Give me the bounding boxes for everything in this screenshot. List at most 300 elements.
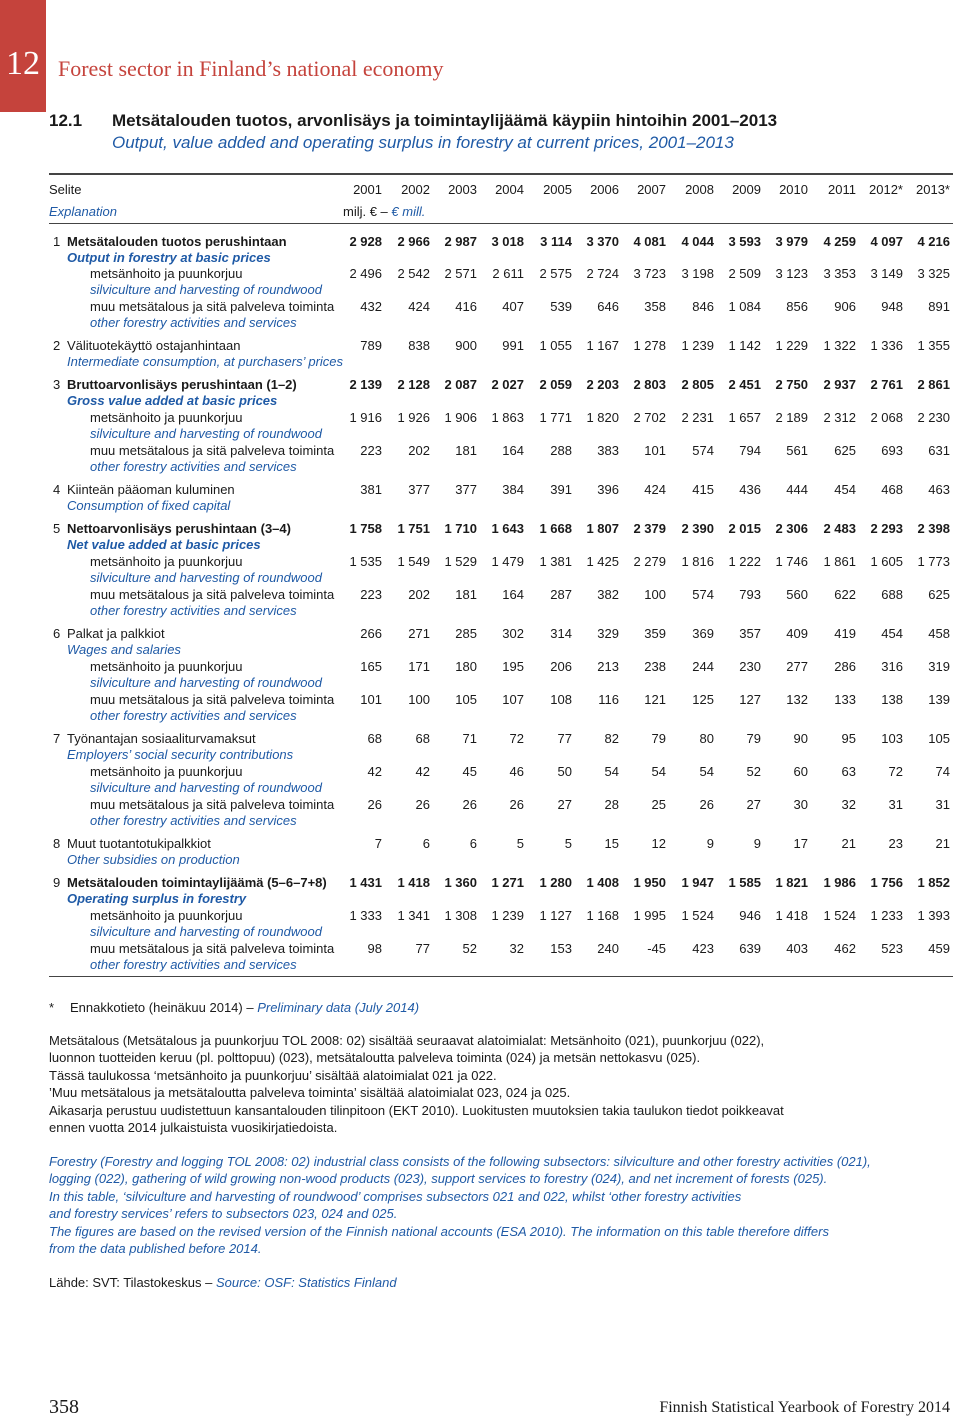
- table-cell: 27: [557, 797, 572, 812]
- table-cell: 3 325: [917, 266, 950, 281]
- table-cell: 1 142: [728, 338, 761, 353]
- table-cell: 2 059: [539, 377, 572, 392]
- table-cell: 17: [793, 836, 808, 851]
- table-cell: 631: [928, 443, 950, 458]
- note-line-en: logging (022), gathering of wild growing non-wood products (023), support services to forestry (024), and net increment of forests (025).: [49, 1171, 828, 1187]
- year-header: 2008: [685, 182, 714, 197]
- table-cell: 223: [360, 443, 382, 458]
- table-cell: 846: [692, 299, 714, 314]
- table-cell: 181: [455, 443, 477, 458]
- table-cell: 28: [604, 797, 619, 812]
- table-cell: 444: [786, 482, 808, 497]
- year-header: 2013*: [916, 182, 950, 197]
- table-cell: 391: [550, 482, 572, 497]
- table-cell: 2 087: [444, 377, 477, 392]
- table-cell: 1 381: [539, 554, 572, 569]
- table-cell: 2 805: [681, 377, 714, 392]
- table-cell: 202: [408, 443, 430, 458]
- table-cell: 101: [360, 692, 382, 707]
- table-cell: 407: [502, 299, 524, 314]
- table-cell: 1 529: [444, 554, 477, 569]
- table-cell: 838: [408, 338, 430, 353]
- table-cell: 121: [644, 692, 666, 707]
- table-cell: 105: [928, 731, 950, 746]
- table-cell: 436: [739, 482, 761, 497]
- table-cell: 1 271: [491, 875, 524, 890]
- table-cell: 382: [597, 587, 619, 602]
- row-label-fi: Palkat ja palkkiot: [67, 626, 165, 641]
- table-cell: 369: [692, 626, 714, 641]
- table-cell: 4 216: [917, 234, 950, 249]
- table-cell: 2 189: [775, 410, 808, 425]
- table-cell: 195: [502, 659, 524, 674]
- table-cell: 2 611: [492, 266, 524, 281]
- table-cell: 625: [834, 443, 856, 458]
- table-cell: 1 425: [586, 554, 619, 569]
- table-cell: 77: [415, 941, 430, 956]
- row-label-fi: Nettoarvonlisäys perushintaan (3–4): [67, 521, 291, 536]
- table-cell: 1 535: [349, 554, 382, 569]
- row-label-fi: Muut tuotantotukipalkkiot: [67, 836, 211, 851]
- table-cell: 424: [408, 299, 430, 314]
- table-cell: 2 379: [633, 521, 666, 536]
- table-cell: 46: [509, 764, 524, 779]
- table-cell: 1 280: [539, 875, 572, 890]
- row-number: 2: [53, 338, 61, 353]
- table-cell: 26: [367, 797, 382, 812]
- year-header: 2001: [353, 182, 382, 197]
- table-cell: 1 229: [775, 338, 808, 353]
- table-cell: 432: [360, 299, 382, 314]
- note-line-fi: luonnon tuotteiden keruu (pl. polttopuu) (023), metsätaloutta palveleva toiminta (024) ja metsän nettokasvu (025).: [49, 1050, 701, 1066]
- table-cell: 1 995: [633, 908, 666, 923]
- table-cell: 54: [699, 764, 714, 779]
- footnote-en: Preliminary data (July 2014): [257, 1000, 420, 1015]
- table-cell: 1 821: [775, 875, 808, 890]
- note-line-fi: ’Muu metsätalous ja metsätaloutta palveleva toiminta’ sisältää alatoimialat 023, 024 ja 025.: [49, 1085, 571, 1101]
- table-cell: 539: [550, 299, 572, 314]
- table-cell: 1 820: [586, 410, 619, 425]
- table-cell: 132: [786, 692, 808, 707]
- table-cell: 74: [935, 764, 950, 779]
- table-cell: 2 398: [917, 521, 950, 536]
- table-cell: 1 239: [681, 338, 714, 353]
- table-cell: 125: [692, 692, 714, 707]
- row-label-fi: muu metsätalous ja sitä palveleva toiminta: [90, 299, 335, 314]
- table-cell: 1 418: [397, 875, 430, 890]
- row-number: 9: [53, 875, 61, 890]
- table-cell: 266: [360, 626, 382, 641]
- table-cell: 1 950: [633, 875, 666, 890]
- header-unit: [343, 203, 425, 221]
- table-cell: 1 055: [539, 338, 572, 353]
- row-label-en: Gross value added at basic prices: [67, 393, 278, 408]
- table-cell: 948: [881, 299, 903, 314]
- source-line: [49, 1274, 397, 1291]
- table-cell: 15: [604, 836, 619, 851]
- table-cell: 12: [651, 836, 666, 851]
- table-cell: 171: [408, 659, 430, 674]
- table-cell: 2 509: [728, 266, 761, 281]
- year-header: 2009: [732, 182, 761, 197]
- table-cell: 138: [881, 692, 903, 707]
- table-cell: 5: [516, 836, 524, 851]
- table-cell: 2 015: [728, 521, 761, 536]
- table-cell: 2 128: [397, 377, 430, 392]
- table-cell: 1 308: [444, 908, 477, 923]
- table-cell: 3 198: [681, 266, 714, 281]
- table-cell: 2 293: [870, 521, 903, 536]
- table-cell: 1 408: [586, 875, 619, 890]
- table-cell: 1 360: [444, 875, 477, 890]
- table-cell: 359: [644, 626, 666, 641]
- table-cell: 31: [888, 797, 903, 812]
- row-label-fi: metsänhoito ja puunkorjuu: [90, 908, 243, 923]
- table-cell: 424: [644, 482, 666, 497]
- table-cell: 793: [739, 587, 761, 602]
- table-cell: 1 746: [775, 554, 808, 569]
- table-cell: 2 231: [681, 410, 714, 425]
- table-cell: 180: [455, 659, 477, 674]
- row-label-en: Other subsidies on production: [67, 852, 240, 867]
- table-cell: 277: [786, 659, 808, 674]
- table-cell: 127: [739, 692, 761, 707]
- page-number: 358: [49, 1396, 79, 1418]
- unit-fi: milj. € –: [343, 204, 388, 219]
- table-cell: 1 167: [586, 338, 619, 353]
- table-cell: 319: [928, 659, 950, 674]
- source-fi: Lähde: SVT: Tilastokeskus –: [49, 1275, 213, 1290]
- table-cell: 639: [739, 941, 761, 956]
- table-cell: 1 393: [917, 908, 950, 923]
- table-cell: 79: [746, 731, 761, 746]
- year-header: 2012*: [869, 182, 903, 197]
- table-cell: 946: [739, 908, 761, 923]
- row-label-en: silviculture and harvesting of roundwood: [90, 282, 322, 297]
- table-cell: 2 571: [444, 266, 477, 281]
- row-label-en: other forestry activities and services: [90, 459, 297, 474]
- table-cell: 21: [935, 836, 950, 851]
- table-cell: 32: [841, 797, 856, 812]
- table-cell: 2 483: [823, 521, 856, 536]
- table-cell: 2 803: [633, 377, 666, 392]
- table-cell: 794: [739, 443, 761, 458]
- table-cell: 54: [604, 764, 619, 779]
- table-cell: 302: [502, 626, 524, 641]
- table-cell: 1 852: [917, 875, 950, 890]
- table-cell: 3 353: [823, 266, 856, 281]
- table-cell: 164: [502, 587, 524, 602]
- row-label-fi: metsänhoito ja puunkorjuu: [90, 764, 243, 779]
- year-header: 2010: [779, 182, 808, 197]
- table-cell: 50: [557, 764, 572, 779]
- row-label-fi: Metsätalouden toimintaylijäämä (5–6–7+8): [67, 875, 327, 890]
- table-cell: 1 479: [491, 554, 524, 569]
- table-cell: 1 771: [539, 410, 572, 425]
- table-cell: 622: [834, 587, 856, 602]
- table-cell: 2 230: [917, 410, 950, 425]
- table-cell: 2 542: [397, 266, 430, 281]
- table-cell: 230: [739, 659, 761, 674]
- table-cell: 164: [502, 443, 524, 458]
- table-cell: 77: [557, 731, 572, 746]
- table-cell: 646: [597, 299, 619, 314]
- table-cell: 693: [881, 443, 903, 458]
- table-cell: 45: [462, 764, 477, 779]
- row-number: 5: [53, 521, 61, 536]
- table-cell: 68: [367, 731, 382, 746]
- table-cell: 1 657: [728, 410, 761, 425]
- row-label-en: other forestry activities and services: [90, 708, 297, 723]
- table-cell: 1 947: [681, 875, 714, 890]
- table-cell: 789: [360, 338, 382, 353]
- table-cell: 1 333: [349, 908, 382, 923]
- table-cell: 95: [841, 731, 856, 746]
- table-cell: 561: [786, 443, 808, 458]
- table-cell: 468: [881, 482, 903, 497]
- table-cell: 3 723: [633, 266, 666, 281]
- table-cell: 2 702: [633, 410, 666, 425]
- table-cell: 21: [841, 836, 856, 851]
- table-cell: 80: [699, 731, 714, 746]
- row-number: 6: [53, 626, 61, 641]
- book-title: Finnish Statistical Yearbook of Forestry 2014: [659, 1399, 950, 1416]
- table-cell: 238: [644, 659, 666, 674]
- table-cell: -45: [647, 941, 666, 956]
- table-cell: 107: [502, 692, 524, 707]
- table-cell: 52: [462, 941, 477, 956]
- row-label-fi: metsänhoito ja puunkorjuu: [90, 554, 243, 569]
- table-cell: 1 986: [823, 875, 856, 890]
- note-line-fi: Metsätalous (Metsätalous ja puunkorjuu TOL 2008: 02) sisältää seuraavat alatoimialat: Metsänhoito (021), puunkorjuu (022),: [49, 1033, 765, 1048]
- row-label-en: silviculture and harvesting of roundwood: [90, 570, 322, 585]
- table-cell: 181: [455, 587, 477, 602]
- note-line-fi: ennen vuotta 2014 julkaistuista vuosikirjatiedoista.: [49, 1120, 338, 1135]
- row-label-en: Output in forestry at basic prices: [67, 250, 271, 265]
- table-cell: 2 928: [349, 234, 382, 249]
- table-cell: 2 761: [870, 377, 903, 392]
- table-cell: 26: [415, 797, 430, 812]
- table-cell: 23: [888, 836, 903, 851]
- table-cell: 1 758: [349, 521, 382, 536]
- table-cell: 574: [692, 443, 714, 458]
- table-cell: 2 861: [917, 377, 950, 392]
- table-cell: 42: [415, 764, 430, 779]
- table-cell: 90: [793, 731, 808, 746]
- table-cell: 271: [408, 626, 430, 641]
- table-cell: 213: [597, 659, 619, 674]
- table-cell: 377: [408, 482, 430, 497]
- table-cell: 286: [834, 659, 856, 674]
- table-cell: 423: [692, 941, 714, 956]
- table-cell: 288: [550, 443, 572, 458]
- table-cell: 32: [509, 941, 524, 956]
- table-cell: 1 668: [539, 521, 572, 536]
- footnote-fi: Ennakkotieto (heinäkuu 2014) –: [70, 1000, 254, 1015]
- table-cell: 991: [502, 338, 524, 353]
- year-header: 2011: [828, 182, 856, 197]
- table-cell: 2 575: [539, 266, 572, 281]
- table-cell: 2 390: [681, 521, 714, 536]
- chapter-number: 12: [6, 45, 40, 82]
- year-header: 2007: [637, 182, 666, 197]
- table-cell: 459: [928, 941, 950, 956]
- table-cell: 1 355: [917, 338, 950, 353]
- table-cell: 202: [408, 587, 430, 602]
- chapter-title: Forest sector in Finland’s national economy: [58, 56, 444, 81]
- row-label-fi: Kiinteän pääoman kuluminen: [67, 482, 235, 497]
- row-number: 3: [53, 377, 61, 392]
- table-cell: 1 239: [491, 908, 524, 923]
- table-cell: 409: [786, 626, 808, 641]
- table-cell: 454: [881, 626, 903, 641]
- table-cell: 2 496: [349, 266, 382, 281]
- table-cell: 2 306: [775, 521, 808, 536]
- table-cell: 25: [651, 797, 666, 812]
- note-line-en: In this table, ‘silviculture and harvesting of roundwood’ comprises subsectors 021 and 022, whilst ‘other forestry activities: [49, 1188, 742, 1204]
- source-en: Source: OSF: Statistics Finland: [215, 1275, 397, 1290]
- table-cell: 116: [598, 692, 619, 707]
- table-cell: 454: [834, 482, 856, 497]
- table-cell: 1 418: [775, 908, 808, 923]
- table-cell: 1 861: [823, 554, 856, 569]
- table-cell: 1 168: [586, 908, 619, 923]
- table-cell: 105: [455, 692, 477, 707]
- table-cell: 1 585: [728, 875, 761, 890]
- table-cell: 415: [692, 482, 714, 497]
- table-cell: 2 750: [775, 377, 808, 392]
- note-line-fi: Tässä taulukossa ‘metsänhoito ja puunkorjuu’ sisältää alatoimialat 021 ja 022.: [49, 1067, 497, 1083]
- table-cell: 287: [550, 587, 572, 602]
- table-cell: 560: [786, 587, 808, 602]
- table-cell: 9: [753, 836, 761, 851]
- table-cell: 71: [462, 731, 477, 746]
- year-header: 2002: [401, 182, 430, 197]
- table-cell: 223: [360, 587, 382, 602]
- table-cell: 240: [597, 941, 619, 956]
- row-label-fi: metsänhoito ja puunkorjuu: [90, 659, 243, 674]
- row-label-fi: muu metsätalous ja sitä palveleva toiminta: [90, 692, 335, 707]
- row-label-fi: Työnantajan sosiaaliturvamaksut: [67, 731, 256, 746]
- table-cell: 285: [455, 626, 477, 641]
- table-cell: 7: [374, 836, 382, 851]
- table-cell: 1 549: [397, 554, 430, 569]
- note-line-en: The figures are based on the revised version of the Finnish national accounts (ESA 2010). The information on this table therefore differs: [49, 1223, 829, 1239]
- row-label-en: other forestry activities and services: [90, 603, 297, 618]
- table-cell: 63: [841, 764, 856, 779]
- table-cell: 316: [881, 659, 903, 674]
- row-label-en: silviculture and harvesting of roundwood: [90, 780, 322, 795]
- row-label-fi: Bruttoarvonlisäys perushintaan (1–2): [67, 377, 297, 392]
- table-cell: 68: [415, 731, 430, 746]
- table-cell: 1 773: [917, 554, 950, 569]
- row-label-en: silviculture and harvesting of roundwood: [90, 675, 322, 690]
- table-cell: 1 863: [491, 410, 524, 425]
- table-cell: 206: [550, 659, 572, 674]
- table-cell: 3 593: [728, 234, 761, 249]
- row-number: 1: [53, 234, 61, 249]
- row-label-en: other forestry activities and services: [90, 813, 297, 828]
- table-cell: 52: [746, 764, 761, 779]
- table-cell: 4 097: [870, 234, 903, 249]
- note-line-en: and forestry services’ refers to subsectors 023, 024 and 025.: [49, 1206, 398, 1222]
- table-cell: 2 966: [397, 234, 430, 249]
- table-cell: 1 643: [491, 521, 524, 536]
- table-cell: 72: [509, 731, 524, 746]
- table-cell: 3 123: [775, 266, 808, 281]
- table-cell: 26: [462, 797, 477, 812]
- table-cell: 2 312: [823, 410, 856, 425]
- table-cell: 26: [509, 797, 524, 812]
- row-label-fi: muu metsätalous ja sitä palveleva toiminta: [90, 941, 335, 956]
- table-cell: 2 139: [349, 377, 382, 392]
- table-cell: 1 322: [823, 338, 856, 353]
- table-cell: 165: [360, 659, 382, 674]
- table-cell: 1 816: [681, 554, 714, 569]
- table-cell: 133: [834, 692, 856, 707]
- table-cell: 688: [881, 587, 903, 602]
- table-cell: 3 018: [491, 234, 524, 249]
- table-cell: 856: [786, 299, 808, 314]
- table-cell: 4 259: [823, 234, 856, 249]
- table-cell: 1 233: [870, 908, 903, 923]
- table-cell: 100: [644, 587, 666, 602]
- table-cell: 2 937: [823, 377, 856, 392]
- table-cell: 42: [367, 764, 382, 779]
- row-label-fi: Välituotekäyttö ostajanhintaan: [67, 338, 241, 353]
- year-header: 2005: [543, 182, 572, 197]
- table-cell: 153: [550, 941, 572, 956]
- table-cell: 5: [564, 836, 572, 851]
- table-cell: 4 081: [633, 234, 666, 249]
- table-cell: 403: [786, 941, 808, 956]
- table-cell: 462: [834, 941, 856, 956]
- table-cell: 60: [793, 764, 808, 779]
- table-cell: 2 987: [444, 234, 477, 249]
- table-cell: 1 127: [539, 908, 572, 923]
- table-cell: 1 278: [633, 338, 666, 353]
- table-cell: 1 341: [397, 908, 430, 923]
- row-number: 8: [53, 836, 61, 851]
- table-cell: 54: [651, 764, 666, 779]
- table-cell: 1 751: [397, 521, 430, 536]
- table-cell: 377: [455, 482, 477, 497]
- table-cell: 1 524: [823, 908, 856, 923]
- table-cell: 458: [928, 626, 950, 641]
- table-cell: 358: [644, 299, 666, 314]
- table-cell: 2 203: [586, 377, 619, 392]
- table-cell: 27: [746, 797, 761, 812]
- table-cell: 384: [502, 482, 524, 497]
- table-top-rule: [49, 173, 953, 175]
- row-number: 4: [53, 482, 61, 497]
- table-cell: 244: [692, 659, 714, 674]
- table-cell: 82: [604, 731, 619, 746]
- table-cell: 108: [550, 692, 572, 707]
- table-cell: 1 926: [397, 410, 430, 425]
- table-cell: 1 807: [586, 521, 619, 536]
- table-cell: 1 431: [349, 875, 382, 890]
- table-cell: 79: [651, 731, 666, 746]
- table-title-en: Output, value added and operating surplus in forestry at current prices, 2001–2013: [112, 133, 734, 152]
- table-cell: 1 605: [870, 554, 903, 569]
- table-title-fi: Metsätalouden tuotos, arvonlisäys ja toimintaylijäämä käypiin hintoihin 2001–2013: [112, 111, 778, 130]
- table-cell: 3 370: [586, 234, 619, 249]
- table-cell: 463: [928, 482, 950, 497]
- row-label-fi: muu metsätalous ja sitä palveleva toiminta: [90, 443, 335, 458]
- table-cell: 30: [793, 797, 808, 812]
- row-label-fi: metsänhoito ja puunkorjuu: [90, 410, 243, 425]
